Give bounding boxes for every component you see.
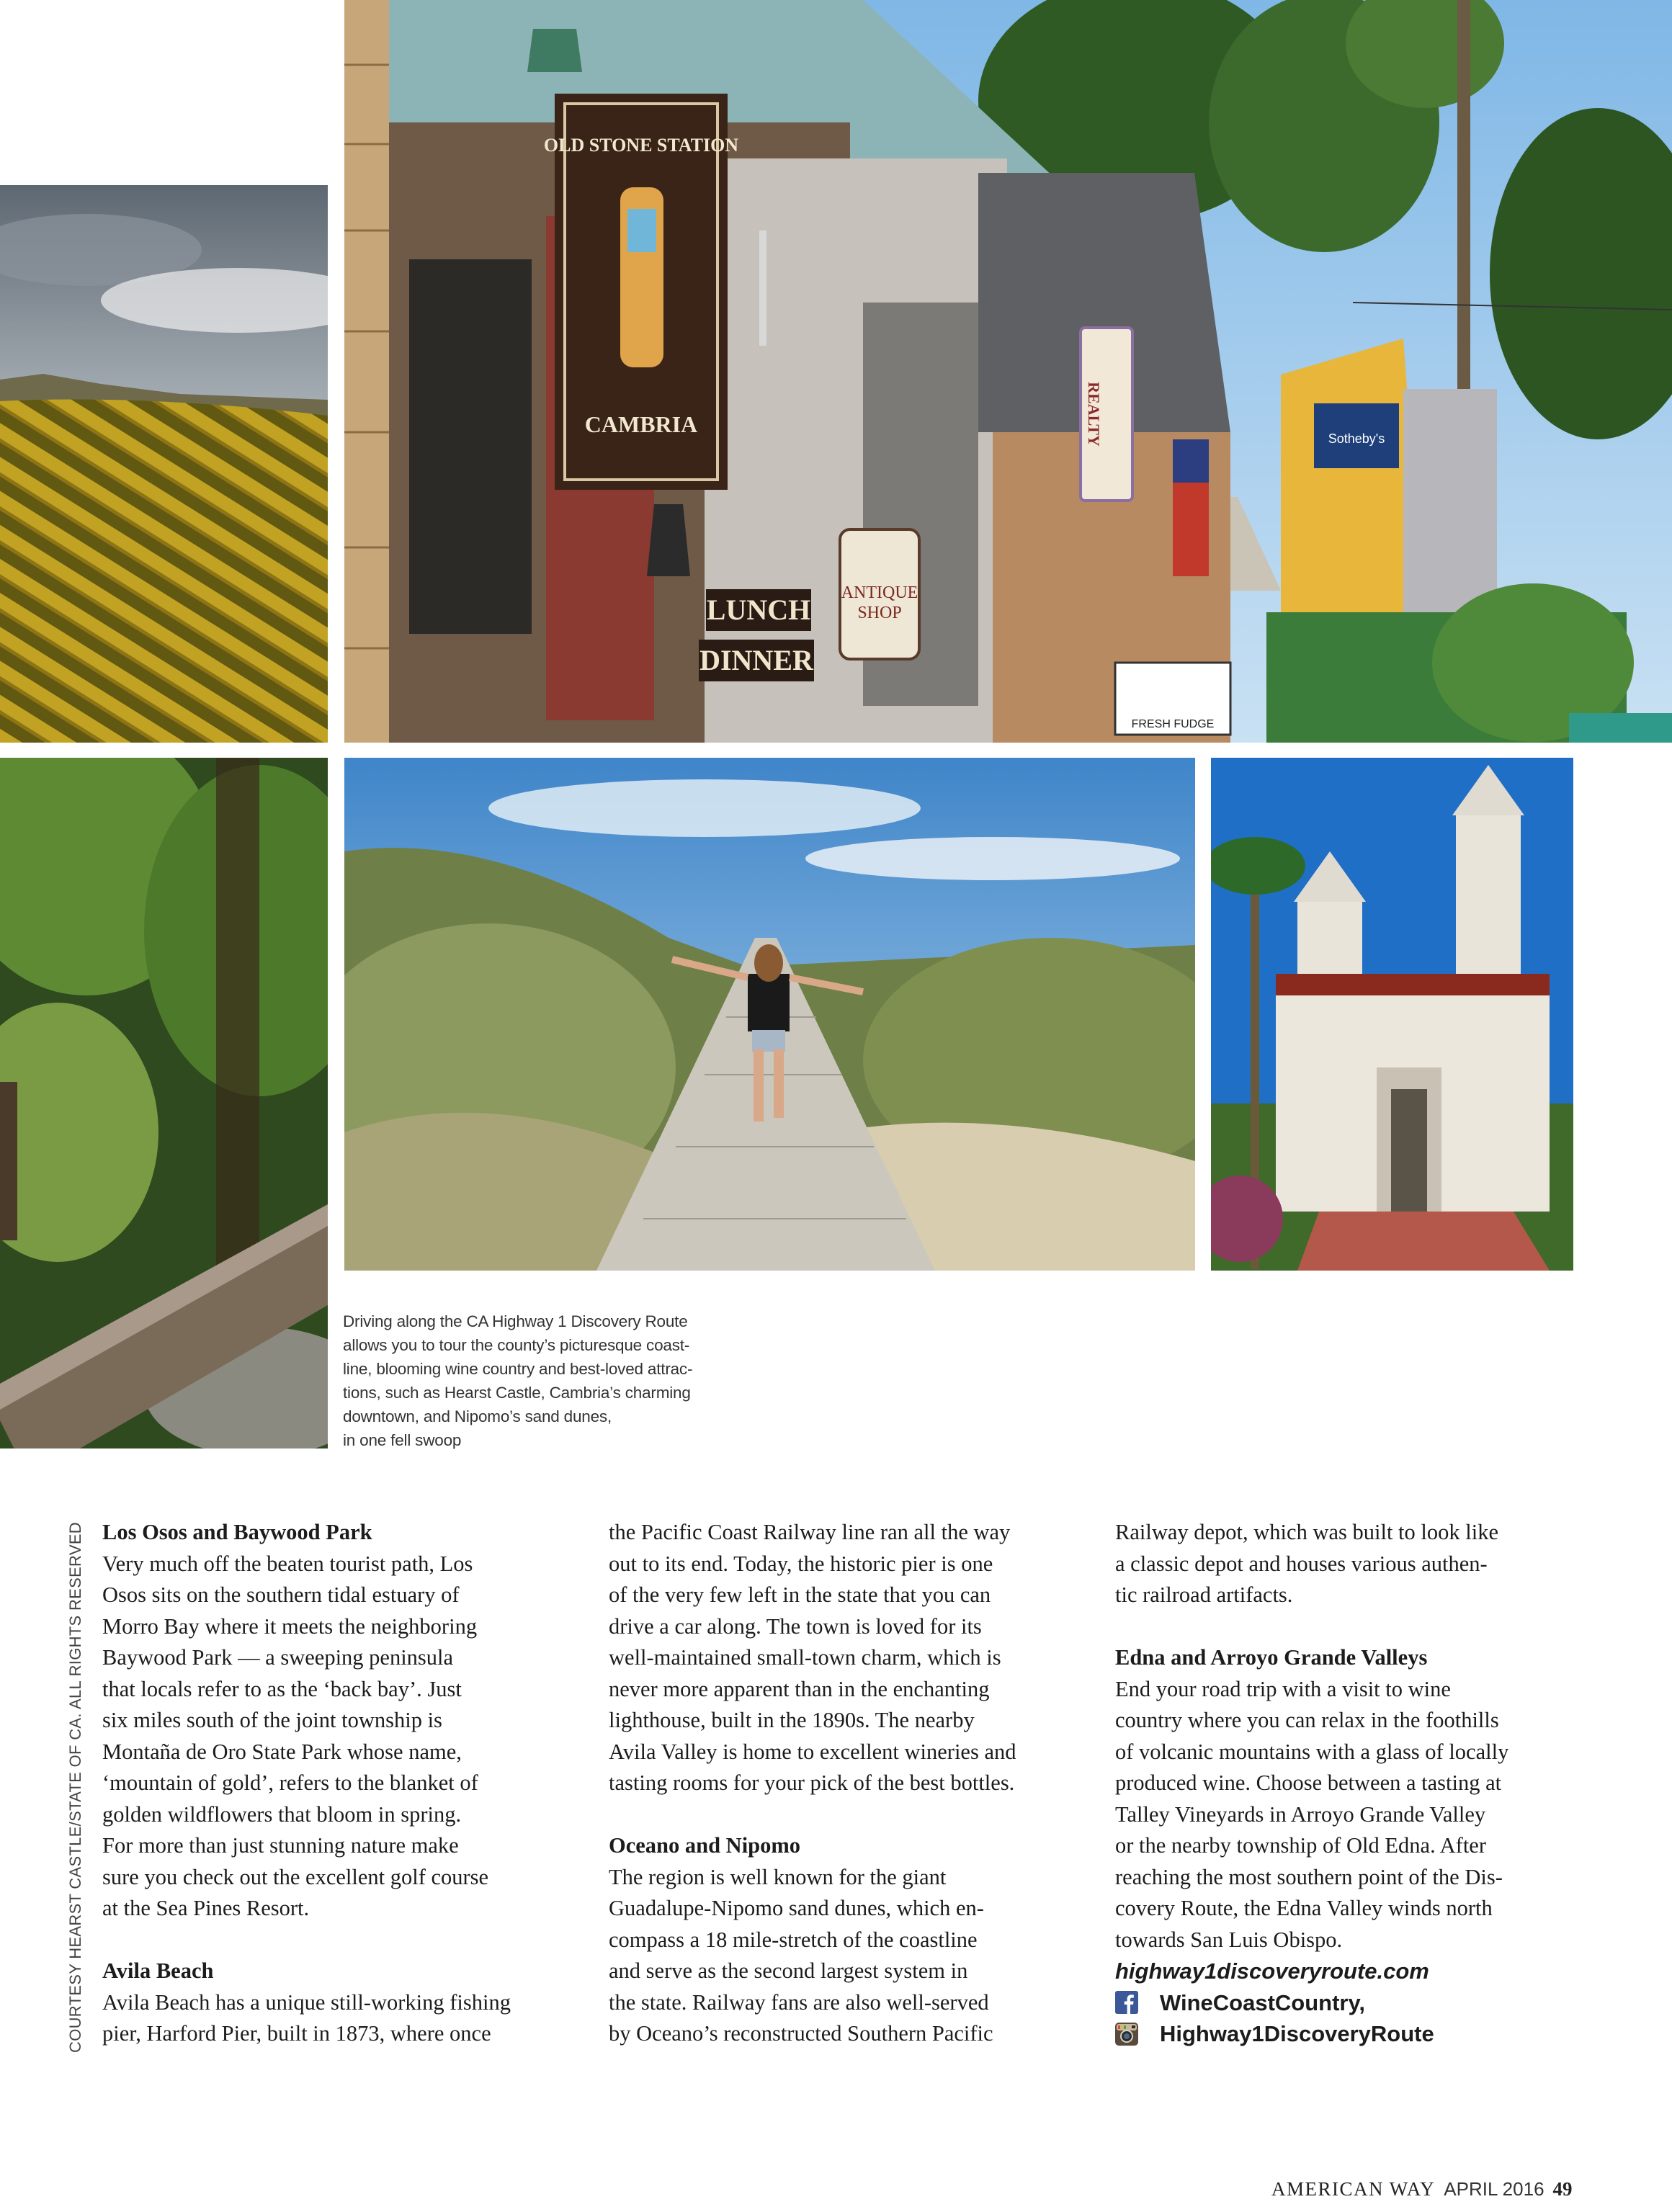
body-line: Guadalupe-Nipomo sand dunes, which en- (609, 1896, 984, 1920)
sign-lunch: LUNCH (706, 594, 811, 626)
body-line: six miles south of the joint township is (102, 1708, 442, 1732)
caption-line: line, blooming wine country and best-loved attrac- (343, 1360, 693, 1378)
sign-realty: REALTY (1085, 382, 1103, 447)
article-column-2 (609, 1517, 1084, 2050)
vineyard-photo (0, 185, 328, 743)
facebook-link[interactable] (1115, 1987, 1591, 2019)
dune-boardwalk-photo (344, 758, 1195, 1271)
cambria-street-photo (344, 0, 1672, 743)
body-line: ‘mountain of gold’, refers to the blanket of (102, 1770, 478, 1795)
instagram-link[interactable] (1115, 2018, 1591, 2050)
body-line: For more than just stunning nature make (102, 1833, 459, 1858)
body-line: or the nearby township of Old Edna. After (1115, 1833, 1486, 1858)
section-heading-edna-arroyo: Edna and Arroyo Grande Valleys (1115, 1645, 1428, 1670)
body-line: by Oceano’s reconstructed Southern Pacific (609, 2021, 993, 2046)
caption-line: Driving along the CA Highway 1 Discovery Route (343, 1312, 688, 1330)
body-line: Avila Valley is home to excellent wineries and (609, 1739, 1016, 1764)
body-line: well-maintained small-town charm, which is (609, 1645, 1001, 1670)
body-line: never more apparent than in the enchanting (609, 1676, 990, 1701)
body-line: The region is well known for the giant (609, 1864, 947, 1889)
body-line: produced wine. Choose between a tasting at (1115, 1770, 1502, 1795)
body-line: Montaña de Oro State Park whose name, (102, 1739, 462, 1764)
body-line: End your road trip with a visit to wine (1115, 1676, 1451, 1701)
page-number: 49 (1552, 2178, 1573, 2200)
body-line: sure you check out the excellent golf course (102, 1864, 489, 1889)
body-line: Baywood Park — a sweeping peninsula (102, 1645, 454, 1670)
page-footer (1271, 2178, 1603, 2204)
body-line: reaching the most southern point of the Dis- (1115, 1864, 1503, 1889)
photo-caption (343, 1309, 746, 1452)
body-line: at the Sea Pines Resort. (102, 1896, 310, 1920)
body-line: Osos sits on the southern tidal estuary of (102, 1582, 460, 1607)
body-line: and serve as the second largest system in (609, 1958, 968, 1983)
body-line: Talley Vineyards in Arroyo Grande Valley (1115, 1801, 1486, 1827)
body-line: Very much off the beaten tourist path, Los (102, 1551, 473, 1576)
body-line: country where you can relax in the foothills (1115, 1708, 1499, 1732)
sign-shop: SHOP (857, 604, 902, 622)
instagram-handle: Highway1DiscoveryRoute (1160, 2021, 1434, 2046)
body-line: Avila Beach has a unique still-working fishing (102, 1989, 511, 2015)
body-line: tasting rooms for your pick of the best bottles. (609, 1770, 1015, 1795)
body-line: tic railroad artifacts. (1115, 1582, 1293, 1607)
body-line: drive a car along. The town is loved for its (609, 1613, 982, 1639)
caption-line: in one fell swoop (343, 1431, 462, 1449)
body-line: golden wildflowers that bloom in spring. (102, 1801, 462, 1827)
article-column-1 (102, 1517, 578, 2050)
body-line: pier, Harford Pier, built in 1873, where once (102, 2021, 491, 2046)
redwood-forest-photo (0, 758, 328, 1448)
sign-old-stone-station: OLD STONE STATION (543, 135, 739, 156)
instagram-icon (1115, 2023, 1138, 2046)
section-heading-los-osos: Los Osos and Baywood Park (102, 1520, 372, 1544)
body-line: of the very few left in the state that you can (609, 1582, 991, 1607)
article-column-3 (1115, 1517, 1591, 2050)
body-line: lighthouse, built in the 1890s. The nearby (609, 1708, 975, 1732)
magazine-name: AMERICAN WAY (1271, 2178, 1436, 2200)
facebook-icon (1115, 1991, 1138, 2014)
sign-dinner: DINNER (699, 644, 813, 676)
issue-date: APRIL 2016 (1444, 2178, 1544, 2200)
body-line: a classic depot and houses various authen- (1115, 1551, 1488, 1576)
hearst-castle-photo (1211, 758, 1573, 1271)
caption-line: allows you to tour the county’s picturesque coast- (343, 1336, 690, 1354)
sign-fresh-fudge: FRESH FUDGE (1131, 718, 1215, 730)
body-line: the Pacific Coast Railway line ran all the way (609, 1520, 1011, 1544)
body-line: Railway depot, which was built to look like (1115, 1520, 1498, 1544)
body-line: the state. Railway fans are also well-served (609, 1989, 989, 2015)
body-line: towards San Luis Obispo. (1115, 1927, 1343, 1952)
photo-credit: COURTESY HEARST CASTLE/STATE OF CA. ALL RIGHTS RESERVED (66, 1522, 84, 2053)
body-line: compass a 18 mile-stretch of the coastline (609, 1927, 978, 1952)
section-heading-oceano-nipomo: Oceano and Nipomo (609, 1833, 801, 1858)
website-link[interactable]: highway1discoveryroute.com (1115, 1958, 1429, 1984)
body-line: that locals refer to as the ‘back bay’. Just (102, 1676, 462, 1701)
sign-cambria: CAMBRIA (584, 411, 698, 437)
facebook-handle: WineCoastCountry, (1160, 1989, 1366, 2015)
body-line: covery Route, the Edna Valley winds north (1115, 1896, 1493, 1920)
body-line: of volcanic mountains with a glass of locally (1115, 1739, 1509, 1764)
section-heading-avila-beach: Avila Beach (102, 1958, 214, 1983)
sign-antique: ANTIQUE (841, 583, 918, 602)
sign-sothebys: Sotheby's (1328, 431, 1385, 446)
body-line: Morro Bay where it meets the neighboring (102, 1613, 478, 1639)
caption-line: downtown, and Nipomo’s sand dunes, (343, 1407, 612, 1425)
body-line: out to its end. Today, the historic pier is one (609, 1551, 993, 1576)
caption-line: tions, such as Hearst Castle, Cambria’s charming (343, 1384, 691, 1402)
